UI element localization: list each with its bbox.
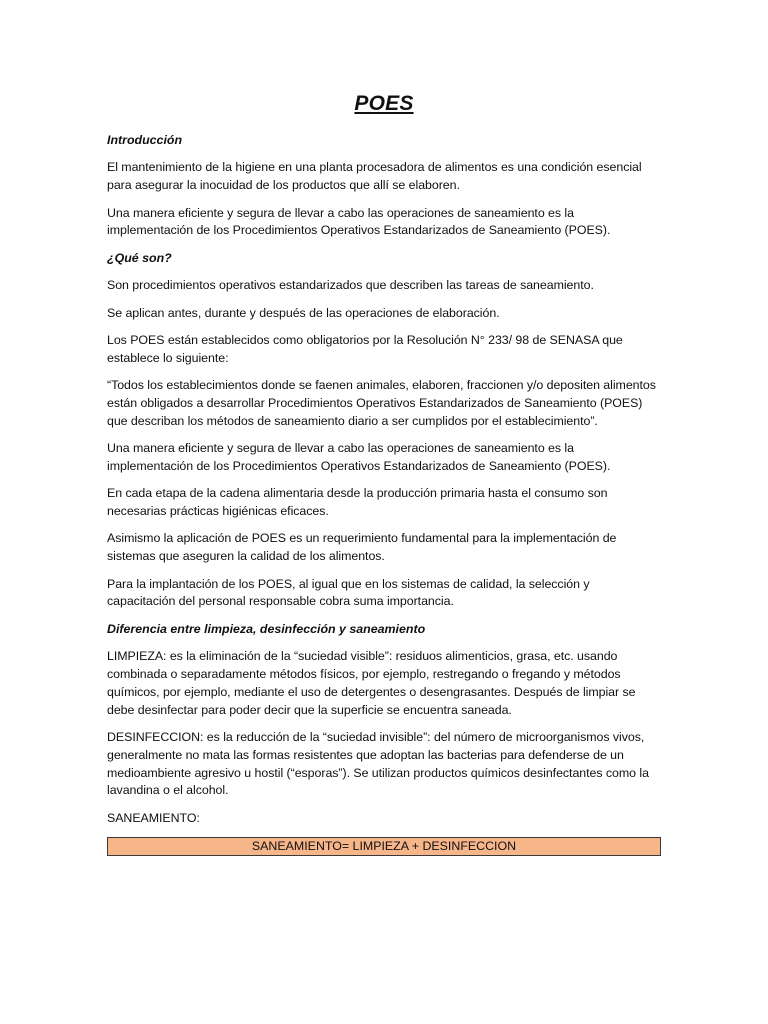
paragraph: Son procedimientos operativos estandarizados que describen las tareas de saneamiento. (107, 278, 594, 293)
paragraph-desinfeccion: DESINFECCION: es la reducción de la “suciedad invisible”: del número de microorganismos vivos, generalmente no mata las formas resistentes que adoptan las bacterias para defenderse de un medioambiente agresivo u hostil (“esporas”). Se utilizan productos químicos desinfectantes como la lavandina o el alcohol. (107, 730, 649, 798)
paragraph: Asimismo la aplicación de POES es un requerimiento fundamental para la implementación de sistemas que aseguren la calidad de los alimentos. (107, 531, 617, 564)
paragraph-saneamiento-label: SANEAMIENTO: (107, 810, 200, 825)
paragraph-limpieza: LIMPIEZA: es la eliminación de la “suciedad visible”: residuos alimenticios, grasa, etc. usando combinada o separadamente métodos físicos, por ejemplo, restregando o fregando y métodos químicos, por ejemplo, mediante el uso de detergentes o desengrasantes. Después de limpiar se debe desinfectar para poder decir que la superficie se encuentra saneada. (107, 649, 636, 717)
section-heading-introduction: Introducción (107, 133, 183, 147)
paragraph: En cada etapa de la cadena alimentaria desde la producción primaria hasta el consumo son necesarias prácticas higiénicas eficaces. (107, 486, 608, 519)
document-title: POES (354, 92, 414, 115)
paragraph: Se aplican antes, durante y después de las operaciones de elaboración. (107, 305, 500, 320)
paragraph: Los POES están establecidos como obligatorios por la Resolución N° 233/ 98 de SENASA que establece lo siguiente: (107, 332, 623, 365)
quote-paragraph: “Todos los establecimientos donde se faenen animales, elaboren, fraccionen y/o depositen alimentos están obligados a desarrollar Procedimientos Operativos Estandarizados de Saneamiento (POES) que describan los métodos de saneamiento diario a ser cumplidos por el establecimiento”. (107, 378, 656, 428)
paragraph: El mantenimiento de la higiene en una planta procesadora de alimentos es una condición esencial para asegurar la inocuidad de los productos que allí se elaboren. (107, 160, 642, 193)
paragraph: Para la implantación de los POES, al igual que en los sistemas de calidad, la selección y capacitación del personal responsable cobra suma importancia. (107, 576, 590, 609)
saneamiento-formula-box: SANEAMIENTO= LIMPIEZA + DESINFECCION (107, 837, 661, 856)
paragraph: Una manera eficiente y segura de llevar a cabo las operaciones de saneamiento es la implementación de los Procedimientos Operativos Estandarizados de Saneamiento (POES). (107, 205, 611, 238)
section-heading-que-son: ¿Qué son? (107, 250, 172, 265)
section-heading-diferencia: Diferencia entre limpieza, desinfección y saneamiento (107, 621, 426, 636)
paragraph: Una manera eficiente y segura de llevar a cabo las operaciones de saneamiento es la implementación de los Procedimientos Operativos Estandarizados de Saneamiento (POES). (107, 441, 611, 473)
